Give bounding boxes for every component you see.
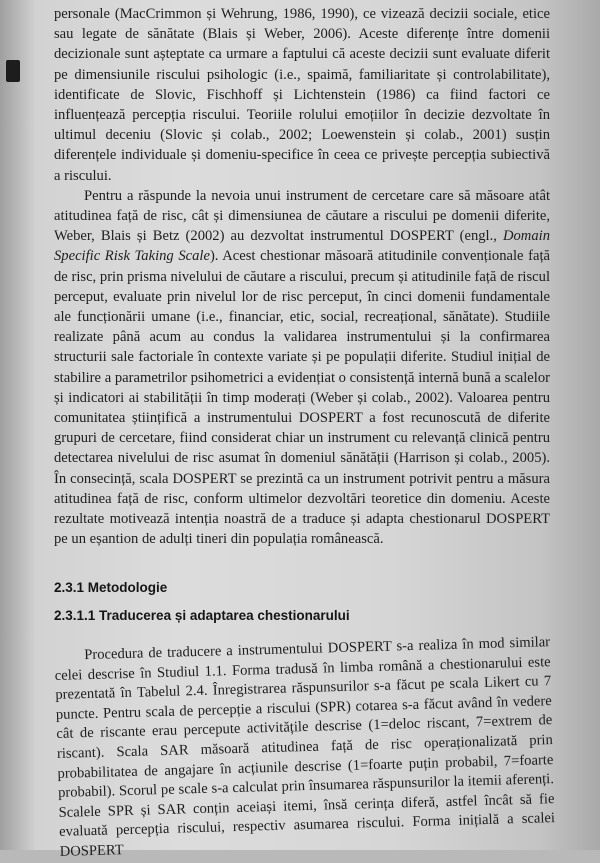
body-text — [54, 4, 556, 863]
paragraph-translation-procedure: Procedura de traducere a instrumentului DOSPERT s-a realiza în mod similar celei descrise în Studiul 1.1. Forma tradusă în limba română a chestionarului este prezentată în Tabelul 2.4. Înregistrarea răspunsurilor s-a făcut pe scala Likert cu 7 puncte. Pentru scala de percepție a riscului (SPR) cotarea s-a făcut având în vedere cât de riscante erau percepute activitățile descrise (1=deloc riscant, 7=extrem de riscant). Scala SAR măsoară atitudinea față de risc operaționalizată prin probabilitatea de angajare în acțiunile descrise (1=foarte puțin probabil, 7=foarte probabil). Scorul pe scale s-a calculat prin însumarea răspunsurilor la itemii aferenți. Scalele SPR și SAR conțin aceiași itemi, însă cerința diferă, astfel încât să fie evaluată percepția riscului, respectiv asumarea riscului. Forma inițială a scalei DOSPERT — [54, 634, 556, 861]
section-heading-methodology: 2.3.1 Metodologie — [54, 580, 168, 596]
dospert-scale-name: Domain Specific Risk Taking Scale — [54, 228, 550, 265]
paragraph-dospert-intro — [54, 186, 550, 550]
page-edge-tab — [6, 60, 20, 82]
paragraph-risk-domains: personale (MacCrimmon și Wehrung, 1986, 1990), ce vizează decizii sociale, etice sau legate de sănătate (Blais și Weber, 2006). Aceste diferențe între domenii decizionale sunt așteptate ca urmare a faptului că aceste decizii sunt evaluate diferit pe dimensiunile riscului psihologic (i.e., spaimă, familiaritate și controlabilitate), identificate de Slovic, Fischhoff și Lichtenstein (1986) ca fiind factori ce influențează percepția riscului. Teoriile rolului emoțiilor în decizie dezvoltate în ultimul deceniu (Slovic și colab., 2002; Loewenstein și colab., 2001) susțin diferențele individuale și domeniu-specifice în ceea ce privește percepția subiectivă a riscului. — [54, 6, 550, 184]
paragraph-dospert-text-start: Pentru a răspunde la nevoia unui instrument de cercetare care să măsoare atât atitudinea față de risc, cât și dimensiunea de căutare a riscului pe domenii diferite, Weber, Blais și Betz (2002) au dezvoltat instrumentul DOSPERT (engl., — [54, 187, 550, 245]
curved-text-block — [54, 634, 556, 863]
subsection-heading-translation: 2.3.1.1 Traducerea și adaptarea chestionarului — [54, 608, 350, 624]
paragraph-dospert-text-end: ). Acest chestionar măsoară atitudinile convenționale față de risc, prin prisma nivelului de căutare a riscului, precum și atitudinile față de riscul perceput, evaluate prin nivelul lor de risc perceput, în cinci domenii fundamentale ale funcționării umane (i.e., financiar, etic, social, recreațional, sănătate). Studiile realizate până acum au condus la validarea instrumentului și la confirmarea structurii sale factoriale în contexte variate și pe populații diferite. Studiul inițial de stabilire a parametrilor psihometrici a evidențiat o consistență internă bună a scalelor și indicatori ai stabilității în timp moderați (Weber și colab., 2002). Valoarea pentru comunitatea științifică a instrumentului DOSPERT a fost recunoscută de diferite grupuri de cercetare, fiind considerat chiar un instrument cu relevanță clinică pentru detectarea nivelului de risc asumat în domeniul sănătății (Harrison și colab., 2005). În consecință, scala DOSPERT se prezintă ca un instrument potrivit pentru a măsura atitudinea față de risc, conform ultimelor dezvoltări teoretice din domeniu. Aceste rezultate motivează intenția noastră de a traduce și adapta chestionarul DOSPERT pe un eșantion de adulți tineri din populația românească. — [54, 248, 550, 548]
